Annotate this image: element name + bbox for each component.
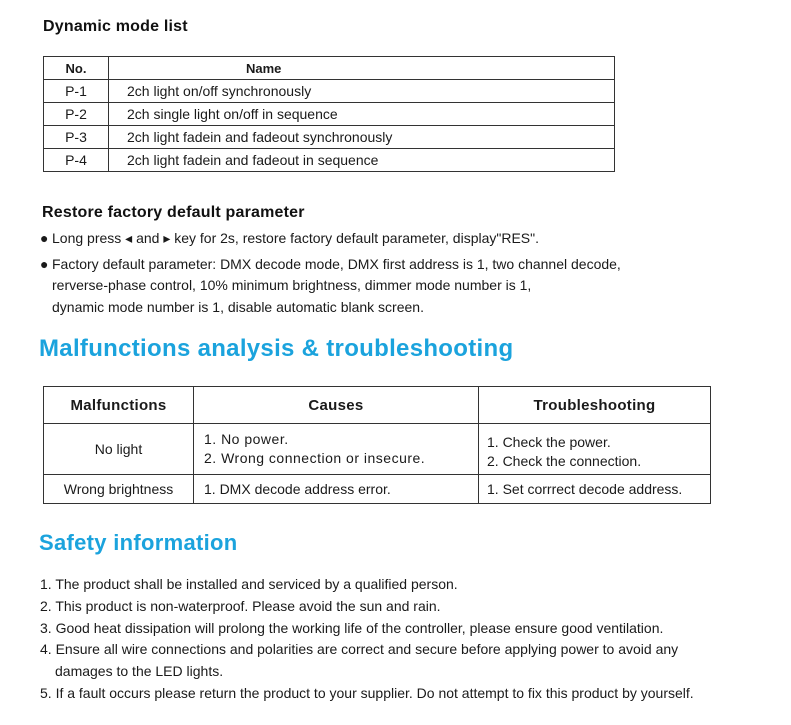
table-row	[44, 80, 615, 103]
mode-name: 2ch light on/off synchronously	[109, 80, 615, 103]
safety-item: 4. Ensure all wire connections and polarities are correct and secure before applying power to avoid any	[40, 641, 679, 658]
mode-name: 2ch single light on/off in sequence	[109, 103, 615, 126]
fix-line: 1. Check the power.	[487, 434, 611, 450]
table-header-row	[44, 387, 711, 424]
bullet-continuation: rerverse-phase control, 10% minimum brightness, dimmer mode number is 1,	[52, 277, 532, 293]
safety-item: 2. This product is non-waterproof. Please avoid the sun and rain.	[40, 597, 441, 614]
column-header-no: No.	[44, 57, 109, 80]
malfunctions-table	[43, 386, 711, 504]
mode-name: 2ch light fadein and fadeout synchronously	[109, 126, 615, 149]
dynamic-mode-heading: Dynamic mode list	[43, 18, 188, 35]
restore-heading: Restore factory default parameter	[42, 204, 305, 221]
fix-line: 1. Set corrrect decode address.	[487, 481, 683, 497]
mode-number: P-1	[44, 80, 109, 103]
table-header-row	[44, 57, 615, 80]
cause-line: 1. No power.	[204, 431, 289, 447]
column-header-malfunctions: Malfunctions	[44, 387, 194, 424]
restore-bullets	[40, 228, 621, 318]
bullet-icon: ●	[40, 255, 49, 272]
dynamic-mode-table	[43, 56, 615, 172]
safety-list	[40, 574, 694, 705]
safety-item-continuation: damages to the LED lights.	[55, 663, 224, 680]
safety-heading: Safety information	[39, 530, 238, 555]
safety-item: 1. The product shall be installed and serviced by a qualified person.	[40, 576, 458, 592]
table-row	[44, 149, 615, 172]
causes-cell	[194, 424, 479, 475]
column-header-name: Name	[109, 57, 615, 80]
bullet-continuation: dynamic mode number is 1, disable automatic blank screen.	[52, 298, 424, 315]
column-header-troubleshooting: Troubleshooting	[479, 387, 711, 424]
table-row	[44, 475, 711, 504]
safety-item: 3. Good heat dissipation will prolong the working life of the controller, please ensure good ventilation.	[40, 619, 664, 636]
mode-number: P-3	[44, 126, 109, 149]
fix-line: 2. Check the connection.	[487, 453, 642, 469]
bullet-text: Factory default parameter: DMX decode mode, DMX first address is 1, two channel decode,	[52, 255, 621, 272]
cause-line: 1. DMX decode address error.	[204, 481, 391, 497]
column-header-causes: Causes	[194, 387, 479, 424]
table-row	[44, 126, 615, 149]
table-row	[44, 103, 615, 126]
table-row	[44, 424, 711, 475]
malfunction-cell: Wrong brightness	[44, 475, 194, 504]
mode-name: 2ch light fadein and fadeout in sequence	[109, 149, 615, 172]
causes-cell	[194, 475, 479, 504]
bullet-icon: ●	[40, 230, 49, 246]
cause-line: 2. Wrong connection or insecure.	[204, 450, 426, 466]
fix-cell	[479, 475, 711, 504]
mode-number: P-4	[44, 149, 109, 172]
bullet-text: Long press ◂ and ▸ key for 2s, restore factory default parameter, display"RES".	[52, 230, 540, 246]
malfunctions-heading: Malfunctions analysis & troubleshooting	[39, 335, 514, 362]
restore-bullet-2	[40, 254, 621, 276]
mode-number: P-2	[44, 103, 109, 126]
malfunction-cell: No light	[44, 424, 194, 475]
safety-item: 5. If a fault occurs please return the product to your supplier. Do not attempt to fix this product by yourself.	[40, 684, 694, 701]
fix-cell	[479, 424, 711, 475]
restore-bullet-1	[40, 228, 621, 250]
